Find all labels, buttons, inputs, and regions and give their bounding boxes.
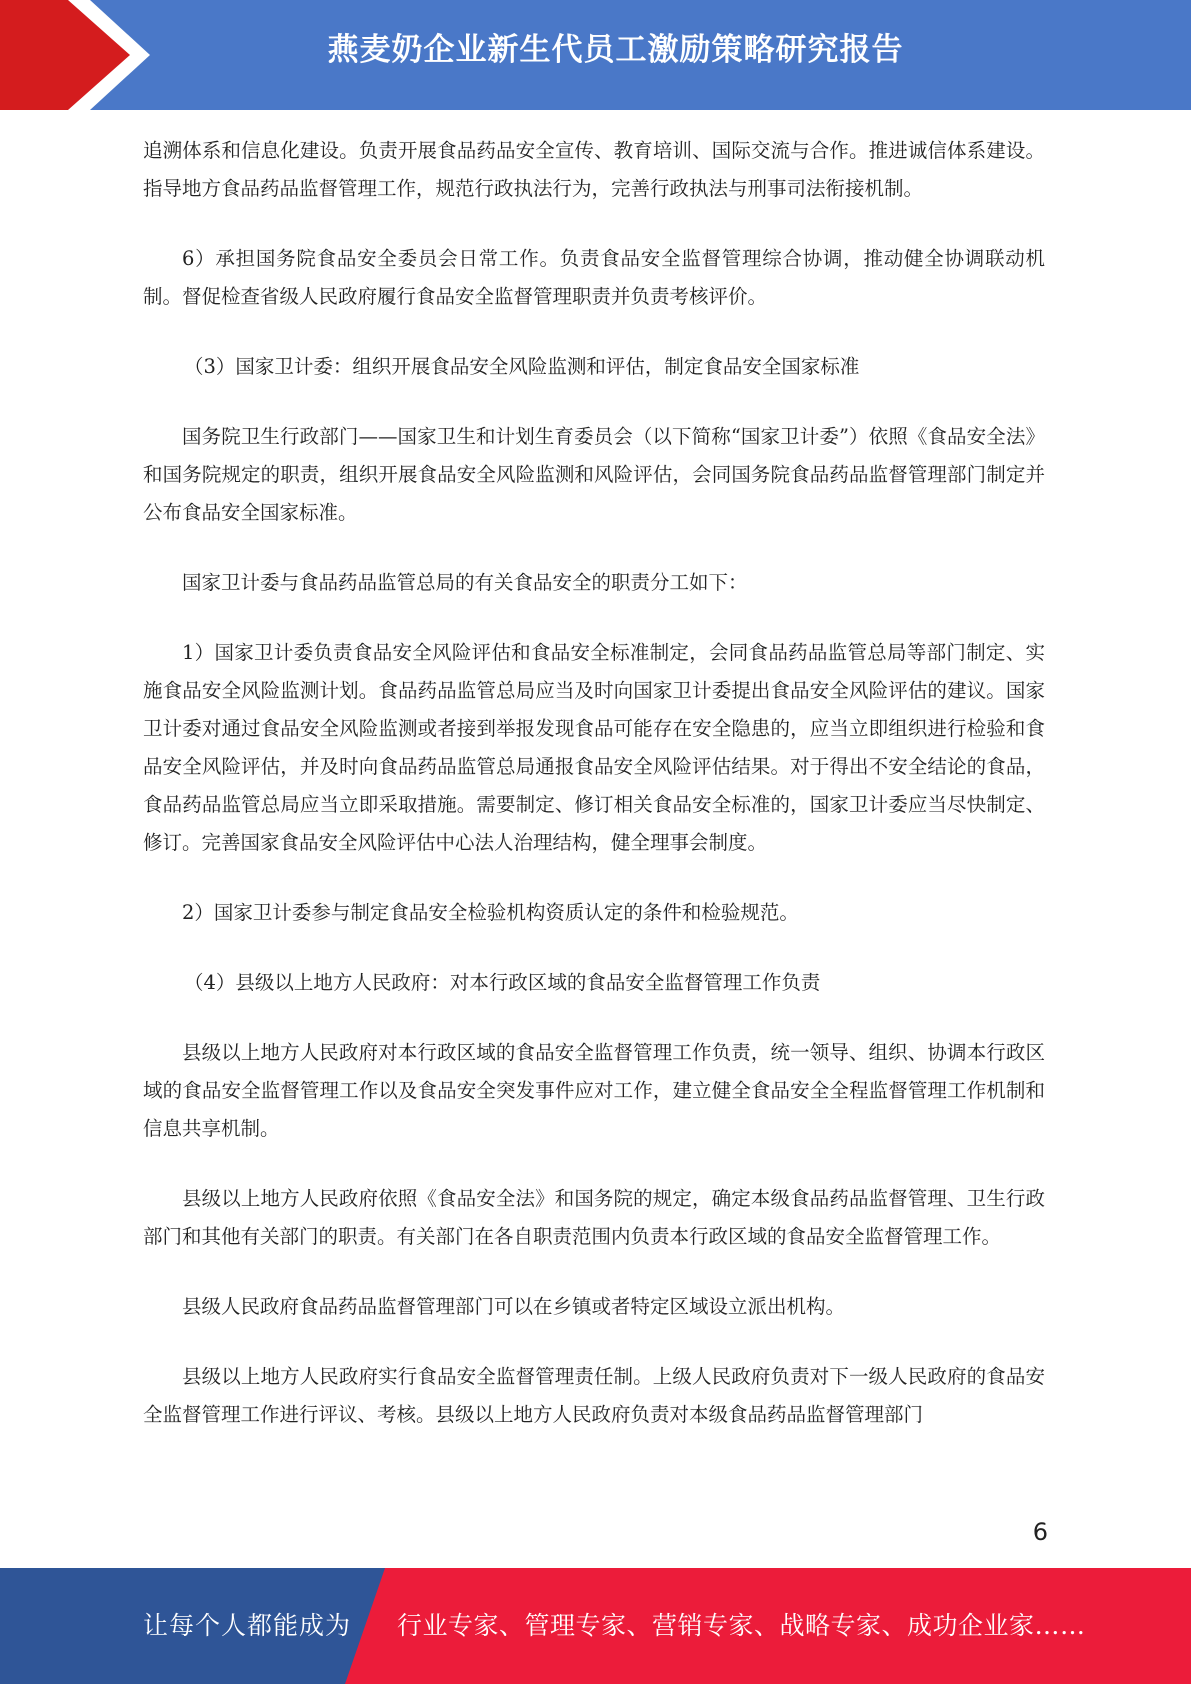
page-number: 6 bbox=[1032, 1518, 1048, 1546]
paragraph: 县级人民政府食品药品监督管理部门可以在乡镇或者特定区域设立派出机构。 bbox=[182, 1295, 846, 1318]
page-footer bbox=[0, 1568, 1191, 1684]
document-body bbox=[143, 132, 1045, 1466]
paragraph: 国家卫计委与食品药品监管总局的有关食品安全的职责分工如下： bbox=[182, 571, 748, 594]
section-heading: （3）国家卫计委：组织开展食品安全风险监测和评估，制定食品安全国家标准 bbox=[183, 355, 860, 378]
paragraph: 6）承担国务院食品安全委员会日常工作。负责食品安全监督管理综合协调，推动健全协调联动机制。督促检查省级人民政府履行食品安全监督管理职责并负责考核评价。 bbox=[143, 247, 1045, 308]
paragraph: 县级以上地方人民政府依照《食品安全法》和国务院的规定，确定本级食品药品监督管理、卫生行政部门和其他有关部门的职责。有关部门在各自职责范围内负责本行政区域的食品安全监督管理工作。 bbox=[143, 1187, 1045, 1248]
section-heading: （4）县级以上地方人民政府：对本行政区域的食品安全监督管理工作负责 bbox=[183, 971, 821, 994]
page-header bbox=[0, 0, 1191, 110]
paragraph: 国务院卫生行政部门——国家卫生和计划生育委员会（以下简称“国家卫计委”）依照《食品安全法》和国务院规定的职责，组织开展食品安全风险监测和风险评估，会同国务院食品药品监督管理部门制定并公布食品安全国家标准。 bbox=[143, 425, 1045, 524]
paragraph: 2）国家卫计委参与制定食品安全检验机构资质认定的条件和检验规范。 bbox=[182, 901, 799, 924]
paragraph: 县级以上地方人民政府对本行政区域的食品安全监督管理工作负责，统一领导、组织、协调本行政区域的食品安全监督管理工作以及食品安全突发事件应对工作，建立健全食品安全全程监督管理工作机制和信息共享机制。 bbox=[143, 1041, 1045, 1140]
footer-slogan-lead: 让每个人都能成为 bbox=[143, 1611, 352, 1640]
footer-slogan-tail: 行业专家、管理专家、营销专家、战略专家、成功企业家…… bbox=[397, 1611, 1086, 1640]
paragraph: 1）国家卫计委负责食品安全风险评估和食品安全标准制定，会同食品药品监管总局等部门制定、实施食品安全风险监测计划。食品药品监管总局应当及时向国家卫计委提出食品安全风险评估的建议。国家卫计委对通过食品安全风险监测或者接到举报发现食品可能存在安全隐患的，应当立即组织进行检验和食品安全风险评估，并及时向食品药品监管总局通报食品安全风险评估结果。对于得出不安全结论的食品，食品药品监管总局应当立即采取措施。需要制定、修订相关食品安全标准的，国家卫计委应当尽快制定、修订。完善国家食品安全风险评估中心法人治理结构，健全理事会制度。 bbox=[143, 641, 1045, 854]
paragraph: 追溯体系和信息化建设。负责开展食品药品安全宣传、教育培训、国际交流与合作。推进诚信体系建设。指导地方食品药品监督管理工作，规范行政执法行为，完善行政执法与刑事司法衔接机制。 bbox=[143, 139, 1045, 200]
document-title: 燕麦奶企业新生代员工激励策略研究报告 bbox=[327, 32, 904, 68]
paragraph: 县级以上地方人民政府实行食品安全监督管理责任制。上级人民政府负责对下一级人民政府的食品安全监督管理工作进行评议、考核。县级以上地方人民政府负责对本级食品药品监督管理部门 bbox=[143, 1365, 1045, 1426]
